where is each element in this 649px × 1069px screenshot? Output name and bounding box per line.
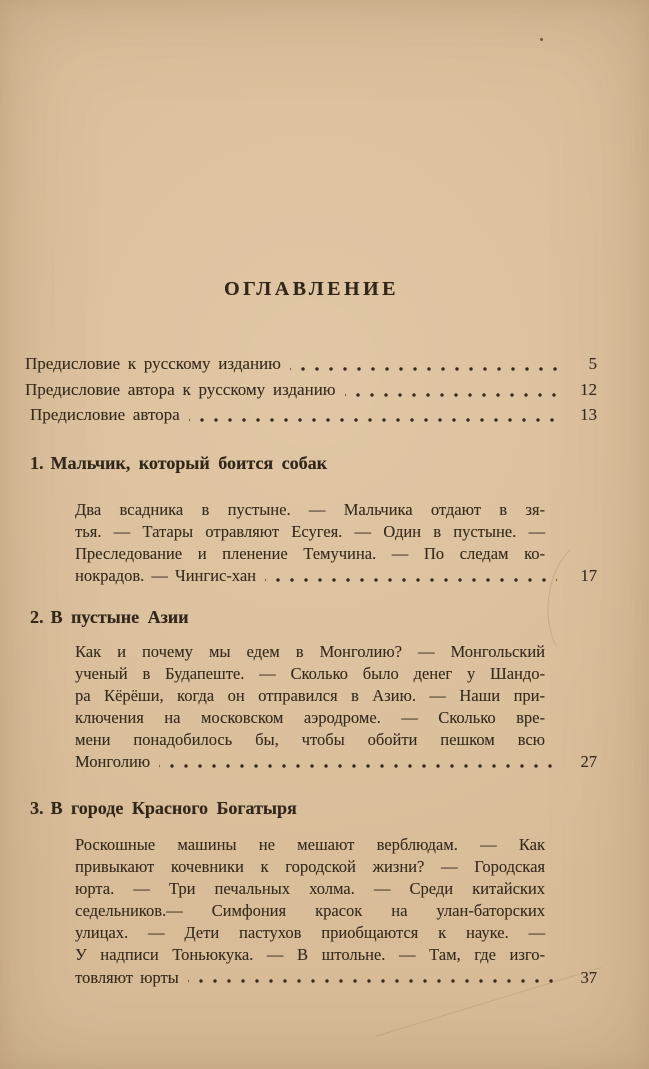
summary-last-line bbox=[75, 565, 598, 587]
dot-leader bbox=[290, 351, 557, 377]
summary-line: мени понадобилось бы, чтобы обойти пешком всю bbox=[75, 730, 545, 750]
summary-line: ученый в Будапеште. — Сколько было денег у Шандо- bbox=[75, 664, 545, 684]
chapter-summary bbox=[75, 834, 598, 989]
summary-line: У надписи Тоньюкука. — В штольне. — Там, где изго- bbox=[75, 945, 545, 965]
summary-last-line bbox=[75, 751, 598, 773]
dot-leader bbox=[188, 967, 557, 989]
chapter-summary bbox=[75, 641, 598, 774]
toc-entry-label: Предисловие к русскому изданию bbox=[25, 354, 281, 373]
summary-line: привыкают кочевники к городской жизни? — Городская bbox=[75, 857, 545, 877]
summary-line: Роскошные машины не мешают верблюдам. — Как bbox=[75, 835, 545, 854]
chapter-number: 2. bbox=[30, 607, 44, 627]
summary-line: ра Кёрёши, когда он отправился в Азию. — Наши при- bbox=[75, 686, 545, 706]
dot-leader bbox=[265, 565, 557, 587]
dot-leader bbox=[159, 751, 557, 773]
chapter-number: 1. bbox=[30, 453, 44, 473]
paper-speck bbox=[540, 38, 543, 41]
page-number: 37 bbox=[580, 967, 597, 987]
preface-list bbox=[25, 351, 598, 428]
page-number: 5 bbox=[588, 354, 597, 373]
summary-line: седельников.— Симфония красок на улан-баторских bbox=[75, 901, 545, 921]
toc-title: ОГЛАВЛЕНИЕ bbox=[224, 278, 399, 300]
chapter-title: Мальчик, который боится собак bbox=[50, 453, 328, 473]
chapter-heading bbox=[25, 606, 603, 628]
summary-last-text: товляют юрты bbox=[75, 967, 179, 987]
summary-line: Два всадника в пустыне. — Мальчика отдают в зя- bbox=[75, 500, 545, 519]
page-number: 27 bbox=[580, 752, 597, 772]
page-number: 17 bbox=[580, 566, 597, 586]
dot-leader bbox=[345, 377, 558, 403]
summary-last-text: Монголию bbox=[75, 752, 151, 772]
toc-entry bbox=[25, 377, 598, 403]
toc-entry bbox=[25, 402, 598, 428]
summary-line: юрта. — Три печальных холма. — Среди китайских bbox=[75, 879, 545, 899]
summary-last-line bbox=[75, 967, 598, 989]
summary-line: улицах. — Дети пастухов приобщаются к науке. — bbox=[75, 923, 545, 943]
summary-line: тья. — Татары отравляют Есугея. — Один в пустыне. — bbox=[75, 522, 545, 542]
dot-leader bbox=[189, 402, 557, 428]
chapter-title: В городе Красного Богатыря bbox=[50, 798, 297, 818]
summary-line: Преследование и пленение Темучина. — По следам ко- bbox=[75, 544, 545, 564]
summary-last-text: нокрадов. — Чингис-хан bbox=[75, 566, 256, 586]
page-number: 13 bbox=[580, 405, 597, 424]
chapter-heading bbox=[25, 452, 603, 474]
chapter-number: 3. bbox=[30, 798, 44, 818]
toc-entry bbox=[25, 351, 598, 377]
chapter-title: В пустыне Азии bbox=[50, 607, 189, 627]
summary-line: Как и почему мы едем в Монголию? — Монгольский bbox=[75, 642, 545, 661]
toc-entry-label: Предисловие автора bbox=[30, 405, 180, 424]
chapter-summary bbox=[75, 499, 598, 587]
chapter-heading bbox=[25, 797, 603, 819]
summary-line: ключения на московском аэродроме. — Сколько вре- bbox=[75, 708, 545, 728]
toc-entry-label: Предисловие автора к русскому изданию bbox=[25, 379, 336, 399]
page-number: 12 bbox=[580, 379, 597, 399]
